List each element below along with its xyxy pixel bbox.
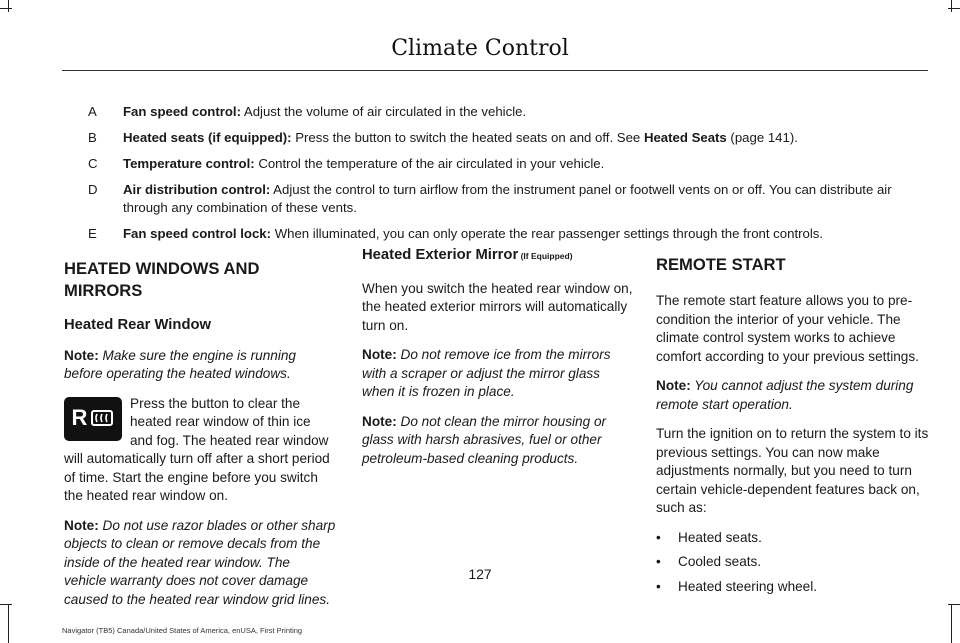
crop-mark	[8, 604, 9, 643]
item-letter: A	[88, 104, 97, 119]
note: Note: Do not remove ice from the mirrors with a scraper or adjust the mirror glass when it is frozen in place.	[362, 347, 611, 399]
subsection-heading: Heated Rear Window	[64, 317, 212, 333]
column-heated-mirror	[362, 247, 634, 479]
crop-mark	[0, 8, 12, 9]
section-heading: REMOTE START	[656, 255, 786, 274]
item-letter: E	[88, 226, 97, 241]
crop-mark	[948, 604, 960, 605]
note: Note: Do not clean the mirror housing or glass with harsh abrasives, fuel or other petroleum-based cleaning products.	[362, 413, 607, 466]
item-page-ref: (page 141).	[726, 130, 798, 145]
item-letter: D	[88, 182, 98, 197]
section-heading: HEATED WINDOWS AND MIRRORS	[64, 259, 260, 300]
crop-mark	[0, 604, 12, 605]
header-rule	[62, 70, 928, 71]
control-definition-list	[88, 103, 928, 251]
note: Note: Make sure the engine is running before operating the heated windows.	[64, 347, 296, 381]
item-term: Fan speed control lock:	[123, 226, 272, 241]
crop-mark	[951, 0, 952, 12]
crop-mark	[8, 0, 9, 12]
definition-row	[88, 155, 928, 173]
body-paragraph: Turn the ignition on to return the system to its previous settings. You can now make adjustments normally, but you need to turn certain vehicle-dependent features back on, such as:	[656, 426, 929, 515]
item-text: Press the button to switch the heated seats on and off. See	[291, 130, 644, 145]
item-term: Fan speed control:	[123, 104, 241, 119]
cross-reference-link[interactable]: Heated Seats	[643, 130, 727, 145]
column-heated-windows	[64, 252, 336, 620]
item-term: Temperature control:	[123, 156, 255, 171]
item-term: Heated seats (if equipped):	[123, 130, 292, 145]
crop-mark	[951, 604, 952, 643]
page-header-title: Climate Control	[391, 36, 569, 61]
list-item: • Heated seats.	[656, 529, 762, 545]
item-text: Adjust the volume of air circulated in the vehicle.	[240, 104, 527, 119]
item-text: When illuminated, you can only operate the rear passenger settings through the front controls.	[271, 226, 824, 241]
definition-row	[88, 225, 928, 243]
list-item: • Cooled seats.	[656, 554, 762, 569]
item-letter: B	[88, 130, 97, 145]
body-paragraph: When you switch the heated rear window on, the heated exterior mirrors will automatically turn on.	[362, 280, 633, 333]
item-text: Control the temperature of the air circulated in your vehicle.	[254, 156, 605, 171]
item-text: Adjust the control to turn airflow from the instrument panel or footwell vents on or off. You can distribute air through any combination of these vents.	[123, 182, 892, 215]
definition-row	[88, 103, 928, 121]
column-remote-start	[656, 252, 930, 602]
item-letter: C	[88, 156, 98, 171]
page-number: 127	[468, 566, 492, 582]
subsection-heading: Heated Exterior Mirror (If Equipped)	[362, 247, 573, 263]
heated-rear-window-icon: R	[64, 397, 122, 441]
item-term: Air distribution control:	[123, 182, 271, 197]
footer-text: Navigator (TB5) Canada/United States of America, enUSA, First Printing	[62, 626, 303, 635]
definition-row	[88, 181, 928, 217]
note: Note: Do not use razor blades or other sharp objects to clean or remove decals from the inside of the heated rear window. The vehicle warranty does not cover damage caused to the heated rear window grid lines.	[64, 517, 336, 607]
crop-mark	[948, 8, 960, 9]
note: Note: You cannot adjust the system during remote start operation.	[656, 378, 914, 412]
body-paragraph: R Press the button to clear the heated rear window of thin ice and fog. The heated rear window will automatically turn off after a short period of time. Start the engine before you switch the heated rear window on.	[64, 395, 330, 503]
definition-row	[88, 129, 928, 147]
body-paragraph: The remote start feature allows you to pre-condition the interior of your vehicle. The climate control system works to achieve comfort according to your previous settings.	[656, 293, 919, 364]
list-item: • Heated steering wheel.	[656, 578, 818, 594]
